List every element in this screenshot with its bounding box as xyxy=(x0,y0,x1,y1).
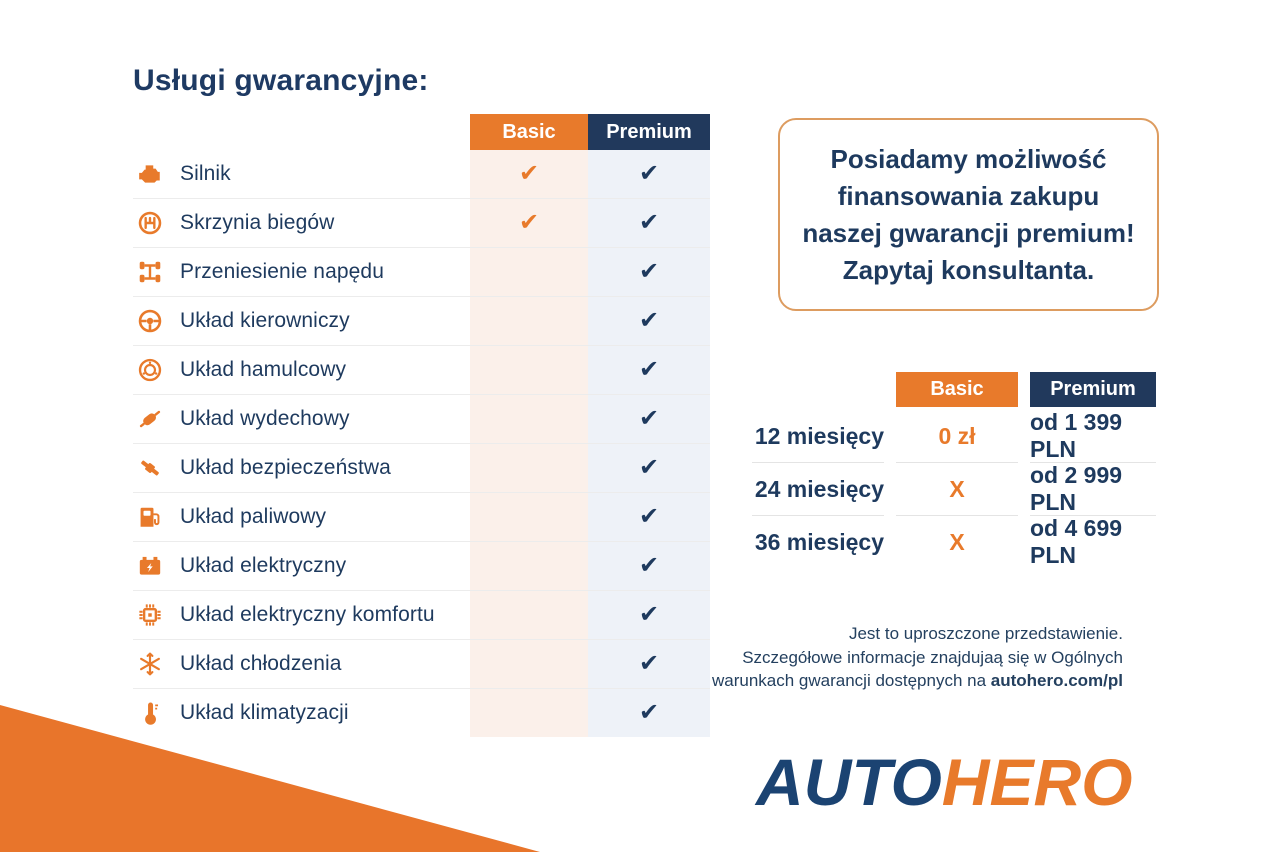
table-row xyxy=(133,248,710,297)
drivetrain-icon xyxy=(137,259,163,285)
info-line: Zapytaj konsultanta. xyxy=(842,254,1095,285)
basic-cell xyxy=(470,591,588,639)
gearbox-icon xyxy=(137,210,163,236)
pricing-basic-value: X xyxy=(896,463,1018,516)
basic-cell xyxy=(470,493,588,541)
check-icon: ✔ xyxy=(638,209,660,236)
table-row xyxy=(133,346,710,395)
basic-cell xyxy=(470,346,588,394)
info-line: Posiadamy możliwość xyxy=(830,143,1107,174)
seatbelt-icon xyxy=(137,455,163,481)
comparison-header-premium: Premium xyxy=(588,114,710,150)
comparison-header-basic: Basic xyxy=(470,114,588,150)
service-label: Układ wydechowy xyxy=(180,407,350,430)
service-label: Układ klimatyzacji xyxy=(180,701,349,724)
check-icon: ✔ xyxy=(638,650,660,677)
premium-cell xyxy=(588,150,710,198)
check-icon: ✔ xyxy=(638,258,660,285)
basic-cell xyxy=(470,297,588,345)
pricing-header-premium: Premium xyxy=(1030,372,1156,407)
premium-cell xyxy=(588,199,710,247)
warranty-comparison-table xyxy=(133,150,710,737)
check-icon: ✔ xyxy=(518,209,540,236)
pricing-basic-value: 0 zł xyxy=(896,410,1018,463)
basic-cell xyxy=(470,395,588,443)
logo-auto: AUTO xyxy=(756,745,942,819)
premium-cell xyxy=(588,346,710,394)
service-label: Układ paliwowy xyxy=(180,505,327,528)
service-label: Przeniesienie napędu xyxy=(180,260,384,283)
basic-cell xyxy=(470,199,588,247)
page-title: Usługi gwarancyjne: xyxy=(133,64,429,97)
premium-cell xyxy=(588,689,710,737)
engine-icon xyxy=(137,161,163,187)
premium-cell xyxy=(588,297,710,345)
basic-cell xyxy=(470,248,588,296)
pricing-table xyxy=(752,372,1156,568)
table-row xyxy=(133,591,710,640)
table-row xyxy=(133,542,710,591)
exhaust-icon xyxy=(137,406,163,432)
basic-cell xyxy=(470,689,588,737)
financing-info-box xyxy=(778,118,1159,311)
logo-hero: HERO xyxy=(941,745,1133,819)
service-label: Układ hamulcowy xyxy=(180,358,347,381)
pricing-header-basic: Basic xyxy=(896,372,1018,407)
footnote xyxy=(643,622,1123,693)
check-icon: ✔ xyxy=(518,160,540,187)
footnote-line: Szczegółowe informacje znajdujaą się w Ogólnych xyxy=(742,647,1123,667)
pricing-period: 12 miesięcy xyxy=(752,410,884,463)
check-icon: ✔ xyxy=(638,307,660,334)
basic-cell xyxy=(470,150,588,198)
table-row xyxy=(133,297,710,346)
footnote-line: warunkach gwarancji dostępnych na autohero.com/pl xyxy=(711,671,1123,690)
autohero-logo xyxy=(756,744,1132,820)
battery-icon xyxy=(137,553,163,579)
service-label: Układ elektryczny komfortu xyxy=(180,603,435,626)
service-label: Układ bezpieczeństwa xyxy=(180,456,391,479)
pricing-basic-value: X xyxy=(949,528,965,555)
service-label: Układ kierowniczy xyxy=(180,309,350,332)
check-icon: ✔ xyxy=(638,699,660,726)
check-icon: ✔ xyxy=(638,356,660,383)
table-row xyxy=(133,199,710,248)
service-label: Układ elektryczny xyxy=(180,554,347,577)
info-line: naszej gwarancji premium! xyxy=(802,217,1135,248)
premium-cell xyxy=(588,395,710,443)
pricing-premium-value: od 2 999 PLN xyxy=(1030,463,1156,516)
chip-icon xyxy=(137,602,163,628)
service-label: Silnik xyxy=(180,162,231,185)
check-icon: ✔ xyxy=(638,454,660,481)
snowflake-icon xyxy=(137,651,163,677)
check-icon: ✔ xyxy=(638,552,660,579)
thermometer-icon xyxy=(137,700,163,726)
pricing-premium-value: od 1 399 PLN xyxy=(1030,410,1156,463)
pricing-premium-value: od 4 699 PLN xyxy=(1030,515,1123,568)
pricing-period: 24 miesięcy xyxy=(752,463,884,516)
premium-cell xyxy=(588,542,710,590)
table-row xyxy=(133,640,710,689)
table-row xyxy=(133,395,710,444)
basic-cell xyxy=(470,640,588,688)
premium-cell xyxy=(588,248,710,296)
table-row xyxy=(133,493,710,542)
table-row xyxy=(133,150,710,199)
check-icon: ✔ xyxy=(638,160,660,187)
premium-cell xyxy=(588,444,710,492)
table-row xyxy=(133,444,710,493)
steering-wheel-icon xyxy=(137,308,163,334)
check-icon: ✔ xyxy=(638,503,660,530)
info-line: finansowania zakupu xyxy=(837,180,1100,211)
pricing-period: 36 miesięcy xyxy=(754,528,884,555)
basic-cell xyxy=(470,542,588,590)
service-label: Układ chłodzenia xyxy=(180,652,342,675)
check-icon: ✔ xyxy=(638,405,660,432)
service-label: Skrzynia biegów xyxy=(180,211,335,234)
premium-cell xyxy=(588,493,710,541)
basic-cell xyxy=(470,444,588,492)
autohero-url: autohero.com/pl xyxy=(990,671,1123,690)
footnote-line: Jest to uproszczone przedstawienie. xyxy=(848,624,1123,643)
check-icon: ✔ xyxy=(638,601,660,628)
brake-icon xyxy=(137,357,163,383)
table-row xyxy=(133,689,710,737)
fuel-pump-icon xyxy=(137,504,163,530)
